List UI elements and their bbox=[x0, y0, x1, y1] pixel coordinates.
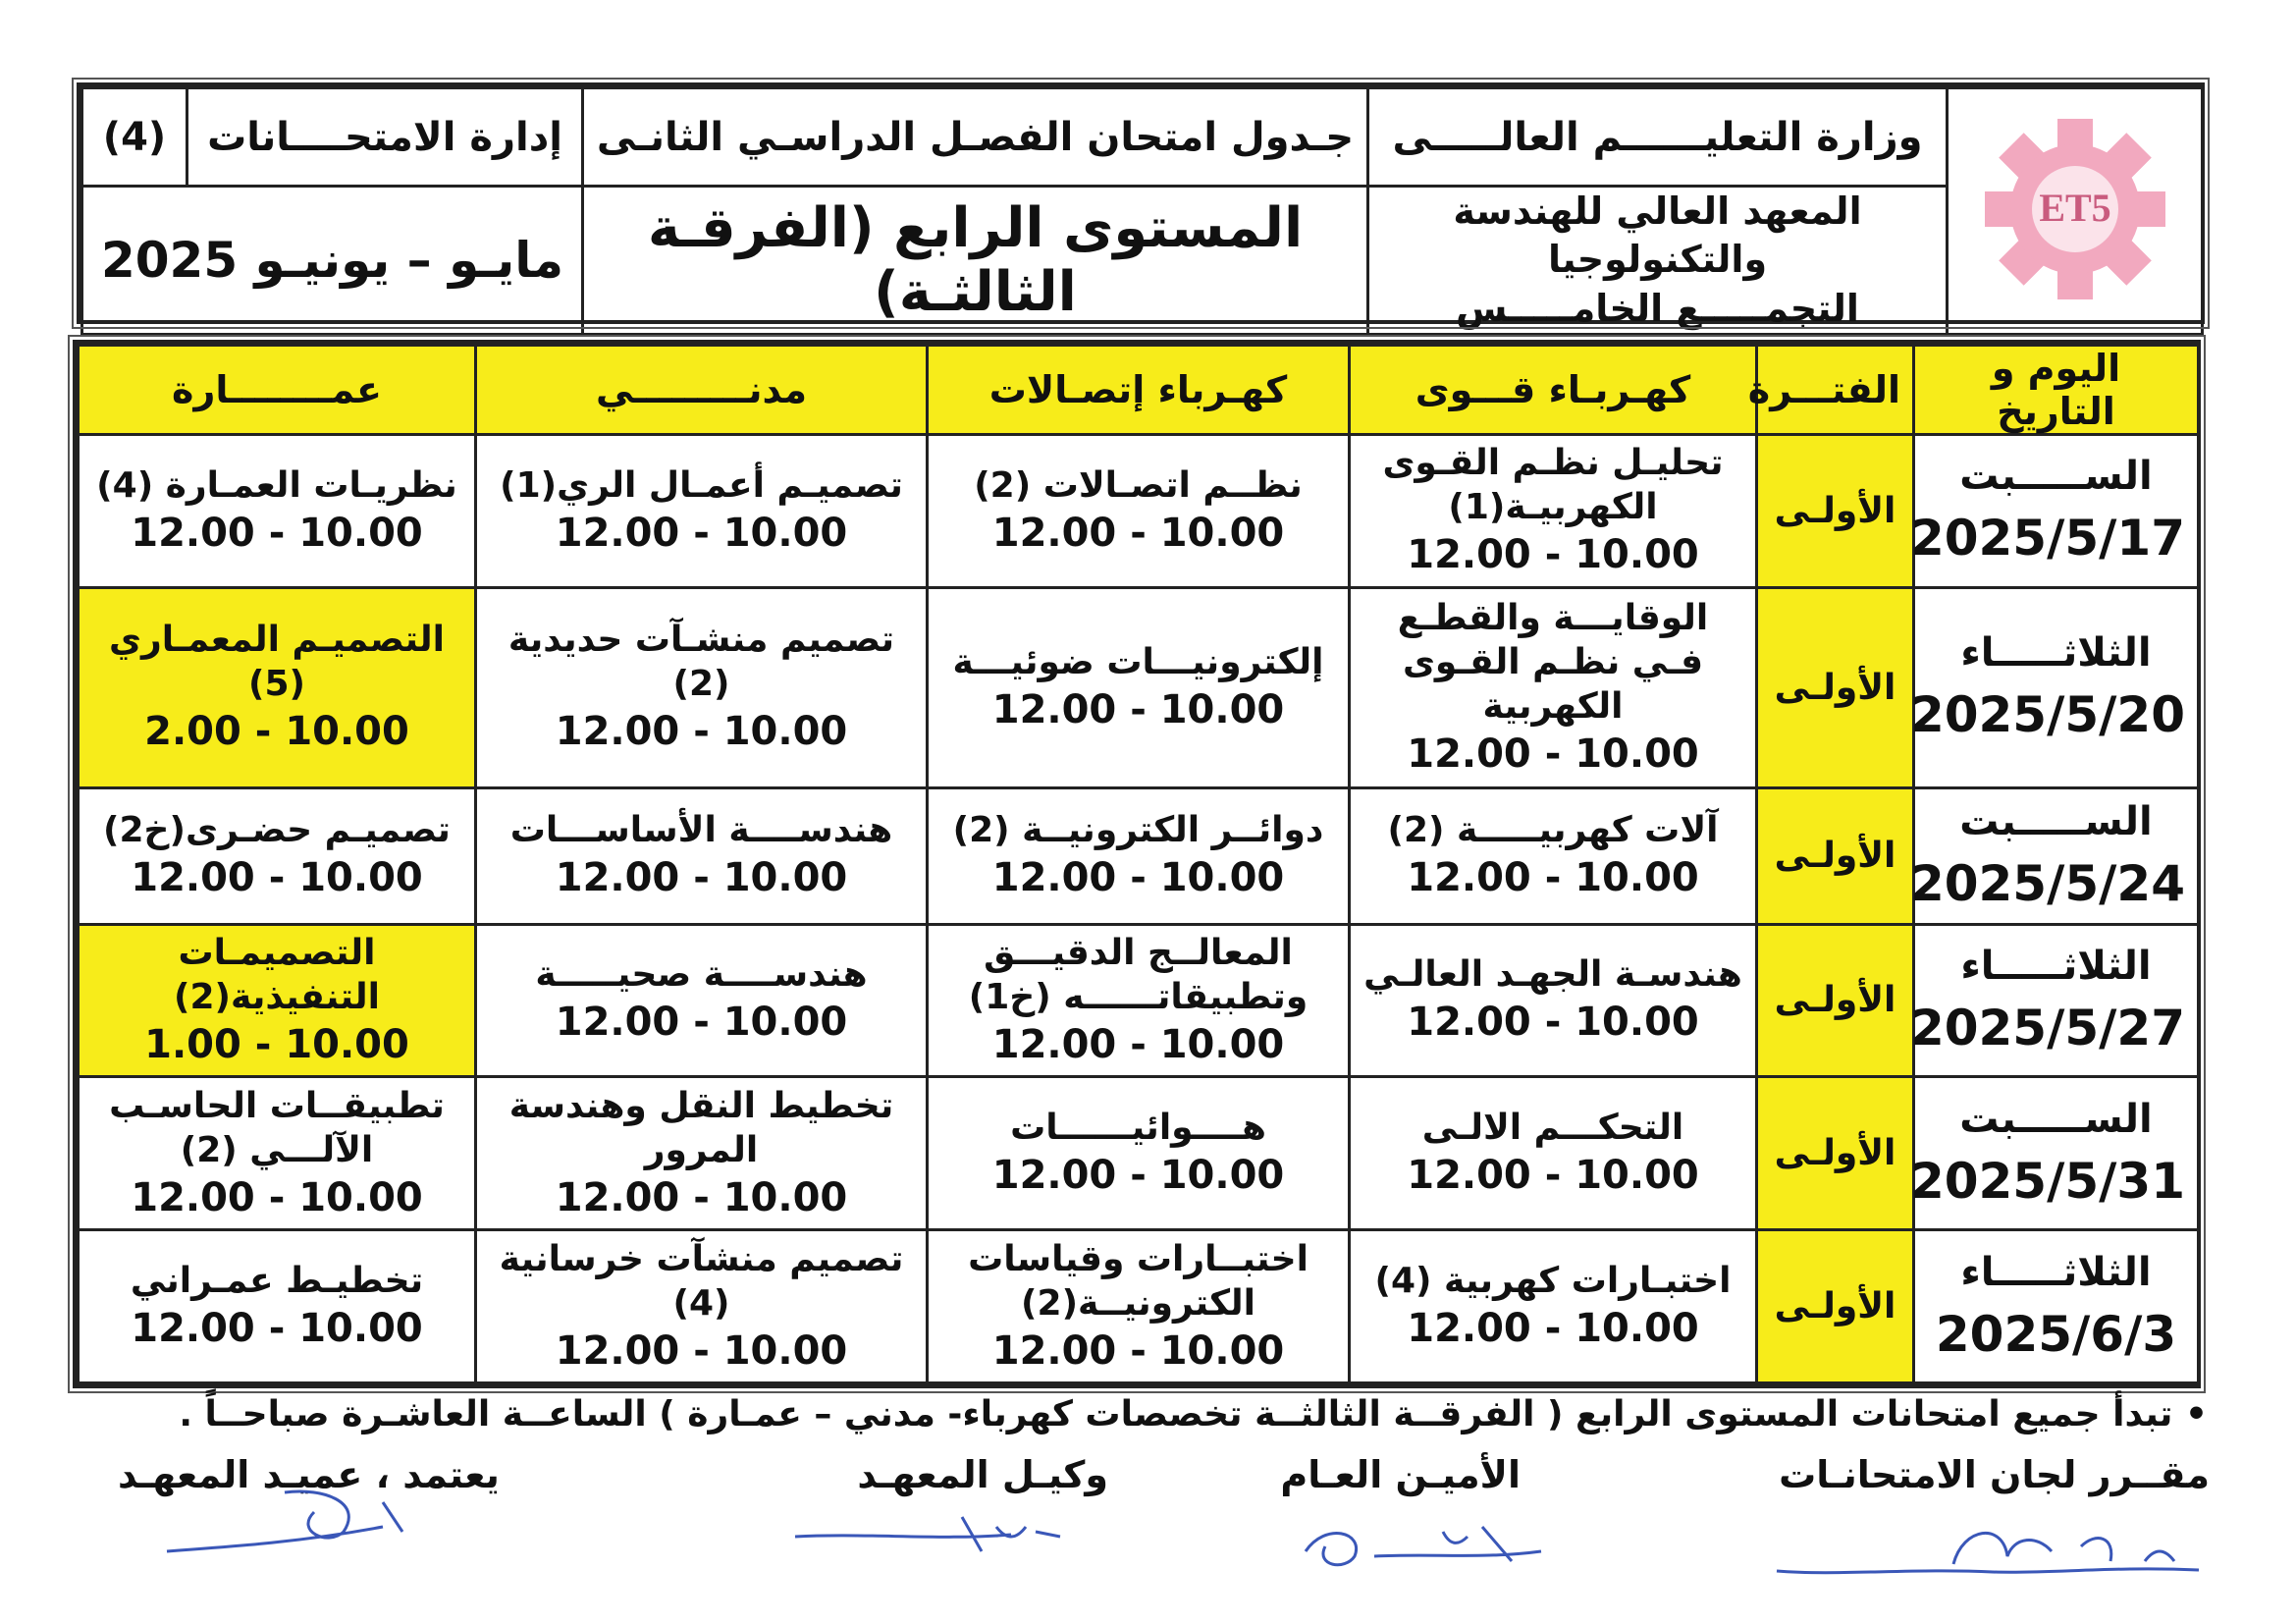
civil-exam-cell bbox=[476, 787, 928, 924]
exam-subject: نظــم اتصـالات (2) bbox=[974, 464, 1303, 506]
exam-time: 10.00 - 2.00 bbox=[144, 709, 409, 755]
date-label: 2025/5/20 bbox=[1909, 686, 2185, 744]
schedule-frame bbox=[73, 340, 2201, 1388]
date-label: 2025/5/24 bbox=[1909, 854, 2185, 912]
exam-time: 10.00 - 12.00 bbox=[131, 1174, 423, 1220]
exam-time: 10.00 - 12.00 bbox=[1407, 532, 1699, 578]
exam-time: 10.00 - 12.00 bbox=[991, 510, 1285, 556]
arch-exam-cell bbox=[79, 787, 476, 924]
level-title: المستوى الرابع (الفرقـة الثالثـة) bbox=[583, 187, 1368, 335]
exam-time: 10.00 - 12.00 bbox=[991, 686, 1285, 732]
exam-time: 10.00 - 12.00 bbox=[555, 1000, 848, 1046]
exam-time: 10.00 - 12.00 bbox=[991, 1327, 1285, 1374]
signature-icon bbox=[785, 1507, 1080, 1566]
exam-time: 10.00 - 1.00 bbox=[144, 1021, 409, 1067]
exam-time: 10.00 - 12.00 bbox=[555, 855, 848, 901]
schedule-table bbox=[77, 344, 2200, 1384]
exam-subject: اختبــارات وقياسات الكترونيــة(2) bbox=[968, 1238, 1308, 1324]
exam-subject: اختبـارات كهربية (4) bbox=[1374, 1261, 1732, 1302]
exam-time: 10.00 - 12.00 bbox=[1407, 1000, 1699, 1046]
exam-subject: تحليـل نظـم القـوى الكهربيـة(1) bbox=[1382, 443, 1724, 528]
exam-subject: المعالــج الدقيـــق وتطبيقاتــــــه (خ1) bbox=[968, 932, 1308, 1017]
exam-time: 10.00 - 12.00 bbox=[991, 855, 1285, 901]
power-exam-cell bbox=[1350, 587, 1757, 787]
vice-dean-signatory: وكيـل المعهـد bbox=[857, 1453, 1108, 1496]
exam-subject: تصميـم حضـرى(خ2) bbox=[103, 810, 451, 851]
exam-time: 10.00 - 12.00 bbox=[991, 1021, 1285, 1067]
date-label: 2025/6/3 bbox=[1935, 1305, 2177, 1363]
dean-signatory: يعتمد ، عميـد المعهـد bbox=[118, 1453, 500, 1496]
day-date-cell bbox=[1909, 1077, 2199, 1230]
exam-time: 10.00 - 12.00 bbox=[131, 510, 423, 556]
period-label: مايـو – يونيـو 2025 bbox=[82, 187, 583, 335]
date-label: 2025/5/27 bbox=[1909, 999, 2185, 1056]
exam-time: 10.00 - 12.00 bbox=[555, 510, 848, 556]
secretary-general-signatory: الأميـن العـام bbox=[1280, 1453, 1521, 1496]
day-label: الثلاثـــــاء bbox=[1960, 1249, 2152, 1295]
civil-exam-cell bbox=[476, 924, 928, 1077]
compound-label: التجمـــــع الخامـــــس bbox=[1456, 286, 1859, 330]
table-row bbox=[79, 924, 2199, 1077]
exam-subject: تصميـم أعمـال الري(1) bbox=[500, 464, 903, 506]
arch-exam-cell bbox=[79, 1077, 476, 1230]
exam-time: 10.00 - 12.00 bbox=[555, 709, 848, 755]
period-cell: الأولـى bbox=[1757, 1230, 1914, 1383]
exam-time: 10.00 - 12.00 bbox=[1407, 855, 1699, 901]
signature-icon bbox=[1757, 1507, 2228, 1596]
date-label: 2025/5/31 bbox=[1909, 1152, 2185, 1210]
exam-subject: تخطيـط عمـراني bbox=[130, 1261, 424, 1302]
comm-exam-cell bbox=[928, 435, 1350, 588]
comm-exam-cell bbox=[928, 1230, 1350, 1383]
exam-subject: الوقايـــة والقطـع فـي نظـم القـوى الكهربية bbox=[1397, 597, 1709, 727]
day-date-cell bbox=[1909, 587, 2199, 787]
exams-rapporteur-signatory: مقــرر لجان الامتحانـات bbox=[1779, 1453, 2210, 1496]
institute-label: المعهد العالي للهندسة والتكنولوجيا bbox=[1453, 189, 1862, 282]
exam-time: 10.00 - 12.00 bbox=[1407, 731, 1699, 777]
schedule-header-row bbox=[79, 346, 2199, 435]
ministry-label: وزارة التعليــــــم العالـــــى bbox=[1368, 88, 1948, 187]
col-day-header: اليوم و التاريخ bbox=[1914, 346, 2199, 435]
day-date-cell bbox=[1914, 1230, 2199, 1383]
period-cell: الأولـى bbox=[1757, 587, 1914, 787]
power-exam-cell bbox=[1350, 787, 1757, 924]
col-comm-header: كهـرباء إتصـالات bbox=[928, 346, 1350, 435]
col-civil-header: مدنـــــــــي bbox=[476, 346, 928, 435]
date-label: 2025/5/17 bbox=[1909, 510, 2185, 568]
schedule-title: جـدول امتحان الفصـل الدراسـي الثانـى bbox=[583, 88, 1368, 187]
exam-subject: تصميم منشـآت حديدية (2) bbox=[507, 620, 895, 705]
power-exam-cell bbox=[1350, 1077, 1757, 1230]
comm-exam-cell bbox=[928, 587, 1350, 787]
day-date-cell bbox=[1909, 787, 2199, 924]
gear-logo-icon bbox=[1977, 111, 2173, 307]
table-row bbox=[79, 435, 2199, 588]
col-arch-header: عمــــــــارة bbox=[79, 346, 476, 435]
logo-cell bbox=[1948, 88, 2203, 335]
power-exam-cell bbox=[1350, 924, 1757, 1077]
department-label: إدارة الامتحــــانات bbox=[187, 89, 582, 185]
comm-exam-cell bbox=[928, 787, 1350, 924]
svg-text:ET5: ET5 bbox=[2038, 186, 2111, 231]
exam-subject: نظريـات العمـارة (4) bbox=[96, 464, 457, 506]
exam-subject: هــــوائيــــــات bbox=[1010, 1108, 1266, 1149]
exam-time: 10.00 - 12.00 bbox=[555, 1174, 848, 1220]
exam-subject: هندســــة الأساســـات bbox=[509, 810, 893, 851]
comm-exam-cell bbox=[928, 1077, 1350, 1230]
header-frame bbox=[77, 82, 2205, 330]
department-cell bbox=[82, 88, 583, 187]
day-label: الســـــبت bbox=[1959, 454, 2153, 500]
exam-time: 10.00 - 12.00 bbox=[1407, 1306, 1699, 1352]
day-date-cell bbox=[1909, 924, 2199, 1077]
exam-subject: إلكترونيـــات ضوئيـــة bbox=[952, 641, 1324, 682]
day-label: الثلاثـــــاء bbox=[1960, 630, 2152, 677]
arch-exam-cell bbox=[79, 587, 476, 787]
civil-exam-cell bbox=[476, 435, 928, 588]
signature-icon bbox=[157, 1473, 422, 1571]
exam-subject: تصميم منشآت خرسانية (4) bbox=[499, 1238, 904, 1324]
table-row bbox=[79, 587, 2199, 787]
exam-time: 10.00 - 12.00 bbox=[1407, 1153, 1699, 1199]
institute-cell bbox=[1368, 187, 1948, 335]
header-table bbox=[80, 86, 2204, 336]
arch-exam-cell bbox=[79, 1230, 476, 1383]
exam-subject: التصميـم المعمـاري (5) bbox=[109, 620, 445, 705]
exam-subject: تخطيط النقل وهندسة المرور bbox=[508, 1085, 894, 1170]
day-label: الســـــبت bbox=[1959, 1096, 2153, 1142]
exam-subject: آلات كهربيـــــة (2) bbox=[1387, 810, 1719, 851]
power-exam-cell bbox=[1350, 1230, 1757, 1383]
day-label: الثلاثـــــاء bbox=[1960, 943, 2152, 989]
col-period-header: الفتـــرة bbox=[1757, 346, 1914, 435]
table-row bbox=[79, 1230, 2199, 1383]
exam-time: 10.00 - 12.00 bbox=[991, 1153, 1285, 1199]
exam-subject: التحكـــم الالـى bbox=[1421, 1108, 1684, 1149]
period-cell: الأولـى bbox=[1757, 787, 1914, 924]
table-row bbox=[79, 787, 2199, 924]
exam-time: 10.00 - 12.00 bbox=[131, 1306, 423, 1352]
day-label: الســـــبت bbox=[1959, 798, 2153, 844]
comm-exam-cell bbox=[928, 924, 1350, 1077]
period-cell: الأولـى bbox=[1757, 1077, 1914, 1230]
period-cell: الأولـى bbox=[1757, 924, 1914, 1077]
signature-icon bbox=[1286, 1502, 1571, 1581]
civil-exam-cell bbox=[476, 587, 928, 787]
exam-subject: هندسـة الجهـد العالـي bbox=[1363, 954, 1742, 996]
exam-subject: تطبيقــات الحاسـب الآلـــي (2) bbox=[109, 1085, 445, 1170]
start-time-note: • تبدأ جميع امتحانات المستوى الرابع ( الفرقــة الثالثــة تخصصات كهرباء- مدني – عمـارة ) الساعــة العاشـرة صباحــاً . bbox=[179, 1394, 2208, 1435]
exam-subject: التصميمـات التنفيذية(2) bbox=[174, 932, 380, 1017]
power-exam-cell bbox=[1350, 435, 1757, 588]
col-power-header: كهـربـاء قـــوى bbox=[1350, 346, 1757, 435]
arch-exam-cell bbox=[79, 435, 476, 588]
exam-subject: هندســــة صحيـــــة bbox=[535, 954, 868, 996]
exam-time: 10.00 - 12.00 bbox=[131, 855, 423, 901]
civil-exam-cell bbox=[476, 1230, 928, 1383]
period-cell: الأولـى bbox=[1757, 435, 1914, 588]
table-row bbox=[79, 1077, 2199, 1230]
page-number: (4) bbox=[102, 114, 167, 160]
exam-subject: دوائــر الكترونيــة (2) bbox=[952, 810, 1324, 851]
arch-exam-cell bbox=[79, 924, 476, 1077]
exam-time: 10.00 - 12.00 bbox=[555, 1327, 848, 1374]
civil-exam-cell bbox=[476, 1077, 928, 1230]
day-date-cell bbox=[1909, 435, 2199, 588]
